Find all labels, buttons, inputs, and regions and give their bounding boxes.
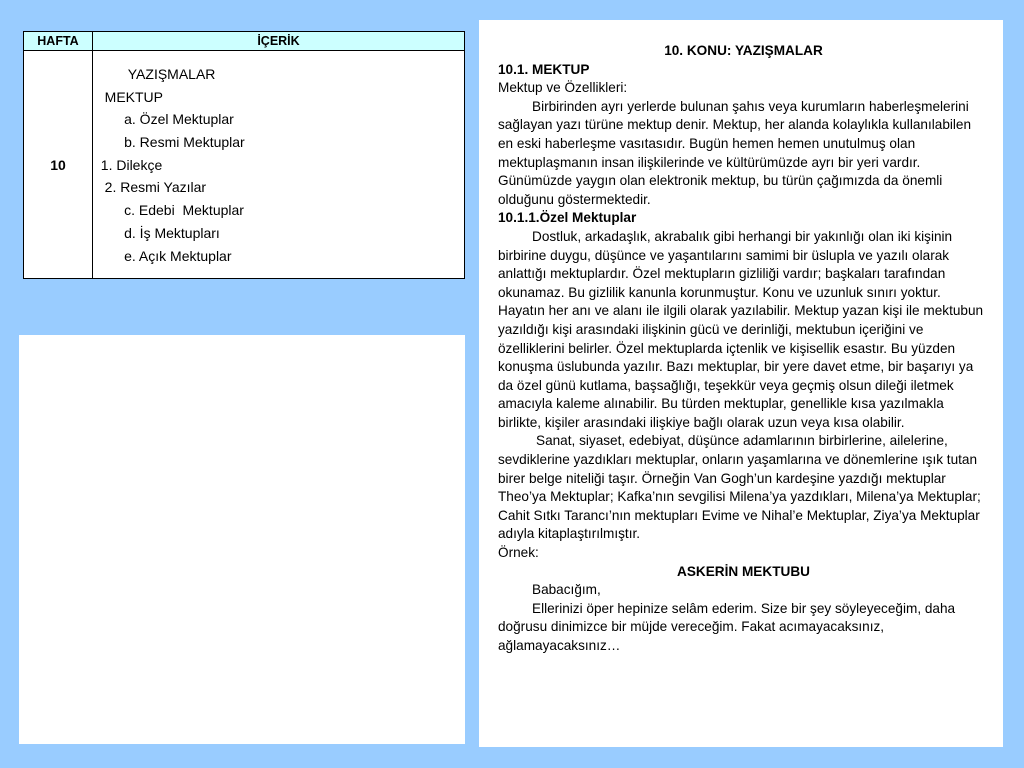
document-title: 10. KONU: YAZIŞMALAR bbox=[664, 43, 823, 58]
list-item: e. Açık Mektuplar bbox=[93, 247, 232, 264]
example-label: Örnek: bbox=[498, 545, 539, 561]
weekly-plan-table bbox=[23, 31, 465, 279]
section-heading: 10.1. MEKTUP bbox=[498, 61, 590, 77]
week-number: 10 bbox=[24, 51, 93, 279]
content-cell bbox=[93, 51, 465, 279]
table-row bbox=[24, 51, 465, 279]
list-item: a. Özel Mektuplar bbox=[93, 111, 234, 128]
table-header-row bbox=[24, 32, 465, 51]
letter-body: Ellerinizi öper hepinize selâm ederim. Size bir şey söyleyeceğim, daha doğrusu dinimizce bir müjde vereceğim. Fakat acımayacaksınız, ağlamayacaksınız… bbox=[498, 600, 956, 653]
list-item: b. Resmi Mektuplar bbox=[93, 134, 245, 151]
list-item: 1. Dilekçe bbox=[93, 156, 163, 173]
letter-title: ASKERİN MEKTUBU bbox=[677, 563, 810, 579]
header-week: HAFTA bbox=[24, 32, 93, 51]
content-list bbox=[93, 63, 464, 267]
list-item: c. Edebi Mektuplar bbox=[93, 202, 244, 219]
subheading: Mektup ve Özellikleri: bbox=[498, 80, 628, 96]
list-item: MEKTUP bbox=[93, 88, 164, 105]
header-content: İÇERİK bbox=[93, 32, 465, 51]
list-item: d. İş Mektupları bbox=[93, 224, 220, 241]
document-panel bbox=[479, 20, 1003, 747]
list-item: YAZIŞMALAR bbox=[93, 66, 216, 82]
sub-section-heading: 10.1.1.Özel Mektuplar bbox=[498, 210, 637, 226]
paragraph: Birbirinden ayrı yerlerde bulunan şahıs veya kurumların haberleşmelerini sağlayan yazı türüne mektup denir. Mektup, her alanda kolaylıkla kullanılabilen en eski haberleşme vasıtasıdır. Bugün hemen hemen unutulmuş olan mektuplaşmanın insan ilişkilerinde ve kültürümüzde ayrı bir yeri vardır. Günümüzde yaygın olan elektronik mektup, bu türün çağımızda da önemli olduğunu göstermektedir. bbox=[498, 98, 972, 207]
list-item: 2. Resmi Yazılar bbox=[93, 179, 207, 196]
paragraph: Dostluk, arkadaşlık, akrabalık gibi herhangi bir yakınlığı olan iki kişinin birbirine duygu, düşünce ve yaşantılarını samimi bir üslupla ve yazılı olarak anlattığı mektuplardır. Özel mektupların gizliliği vardır; başkaları tarafından okunamaz. Bu gizlilik kanunla korunmuştur. Konu ve uzunluk sınırı yoktur. Hayatın her anı ve alanı ile ilgili olarak yazılabilir. Mektup yazan kişi ile mektubun yazıldığı kişi arasındaki ilişkinin gücü ve derinliği, mektubun içeriğini ve özelliklerini belirler. Özel mektuplarda içtenlik ve kişisellik esastır. Bu yüzden konuşma üslubunda yazılır. Bazı mektuplar, bir yere davet etme, bir başarıyı ya da özel günü kutlama, başsağlığı, teşekkür veya geçmiş olsun dileği iletmek amacıyla kaleme alınabilir. Bu türden mektuplar, genellikle kısa yazılmakla birlikte, kişiler arasındaki ilişkiye bağlı olarak uzun veya kısa olabilir. bbox=[498, 228, 984, 430]
letter-greeting: Babacığım, bbox=[532, 582, 601, 598]
blank-panel bbox=[19, 335, 465, 744]
paragraph: Sanat, siyaset, edebiyat, düşünce adamlarının birbirlerine, ailelerine, sevdiklerine yazdıkları mektuplar, onların yaşamlarına ve dönemlerine ışık tutan birer belge niteliği taşır. Örneğin Van Gogh’un kardeşine yazdığı mektuplar Theo’ya Mektuplar; Kafka’nın sevgilisi Milena’ya yazdıkları, Milena’ya Mektuplar; Cahit Sıtkı Tarancı’nın mektupları Evime ve Nihal’e Mektuplar, Ziya’ya Mektuplar adıyla kitaplaştırılmıştır. bbox=[498, 433, 981, 542]
